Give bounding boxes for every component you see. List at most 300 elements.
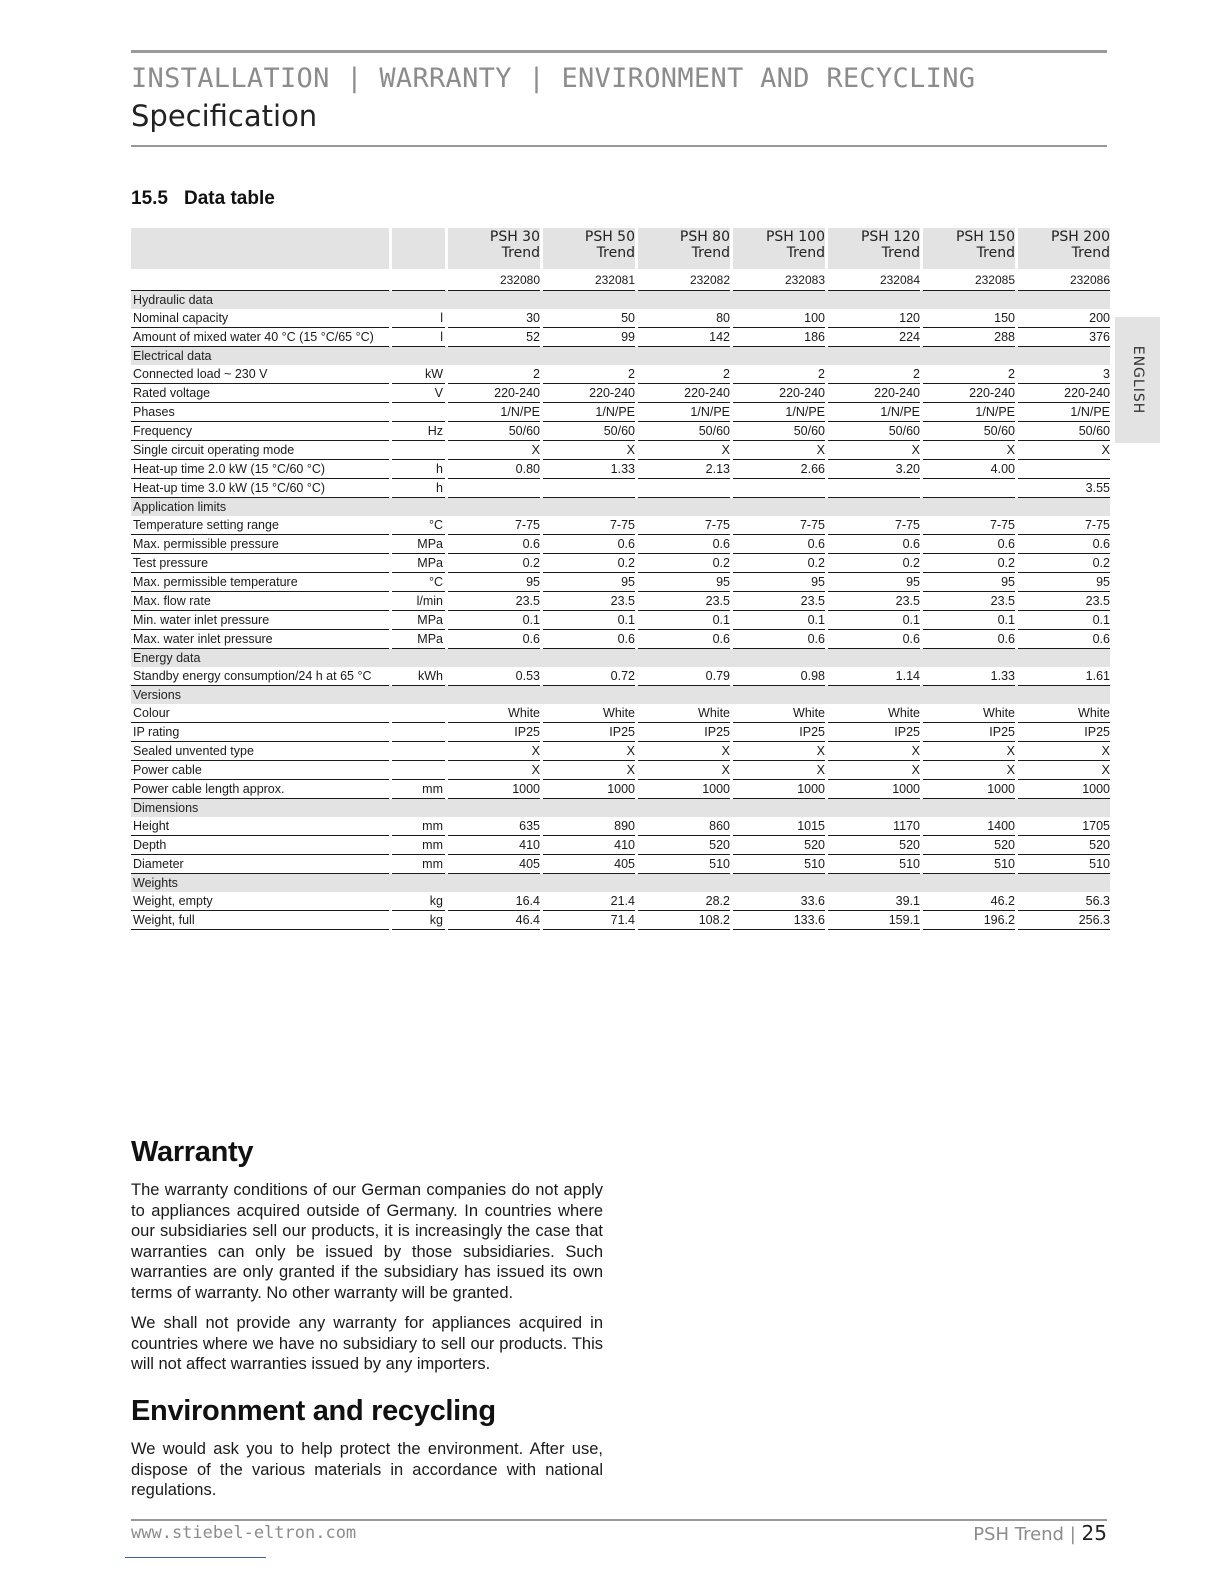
- model-variant: Trend: [691, 245, 730, 261]
- table-group-row: [131, 291, 1110, 309]
- table-cell: 1000: [828, 780, 920, 799]
- table-cell: 46.4: [448, 911, 540, 930]
- table-cell: 3.55: [1018, 479, 1110, 498]
- model-header: [733, 228, 825, 269]
- table-cell: 23.5: [638, 592, 730, 611]
- table-cell: 33.6: [733, 892, 825, 911]
- table-cell: 1000: [448, 780, 540, 799]
- table-cell: 150: [923, 309, 1015, 328]
- table-cell: 23.5: [448, 592, 540, 611]
- table-cell: White: [638, 704, 730, 723]
- model-variant: Trend: [786, 245, 825, 261]
- section-title: Data table: [184, 188, 275, 209]
- row-label: Max. flow rate: [131, 592, 389, 611]
- group-label: Weights: [131, 874, 389, 892]
- table-cell: X: [923, 761, 1015, 780]
- table-cell: 0.6: [638, 535, 730, 554]
- part-number: 232080: [448, 271, 540, 291]
- table-cell: 1400: [923, 817, 1015, 836]
- table-cell: 2: [733, 365, 825, 384]
- model-name: PSH 80: [679, 229, 730, 245]
- row-unit: mm: [392, 780, 445, 799]
- model-variant: Trend: [501, 245, 540, 261]
- model-header: [638, 228, 730, 269]
- model-name: PSH 30: [489, 229, 540, 245]
- table-cell: 510: [1018, 855, 1110, 874]
- row-unit: [392, 761, 445, 780]
- table-cell: 220-240: [638, 384, 730, 403]
- table-cell: 0.6: [828, 630, 920, 649]
- footer-url-link[interactable]: www.stiebel-eltron.com: [131, 1523, 357, 1543]
- table-cell: 4.00: [923, 460, 1015, 479]
- table-cell: 0.6: [733, 535, 825, 554]
- table-cell: 95: [543, 573, 635, 592]
- row-label: Diameter: [131, 855, 389, 874]
- table-cell: 510: [923, 855, 1015, 874]
- row-label: Max. water inlet pressure: [131, 630, 389, 649]
- table-cell: 71.4: [543, 911, 635, 930]
- table-cell: 1/N/PE: [828, 403, 920, 422]
- row-unit: l: [392, 328, 445, 347]
- table-cell: 2.66: [733, 460, 825, 479]
- row-label: Colour: [131, 704, 389, 723]
- table-cell: White: [1018, 704, 1110, 723]
- table-cell: 133.6: [733, 911, 825, 930]
- table-cell: 0.79: [638, 667, 730, 686]
- row-unit: kWh: [392, 667, 445, 686]
- table-cell: White: [543, 704, 635, 723]
- table-cell: 3: [1018, 365, 1110, 384]
- table-cell: 0.2: [448, 554, 540, 573]
- table-cell: X: [448, 441, 540, 460]
- model-header: [828, 228, 920, 269]
- table-cell: 0.6: [733, 630, 825, 649]
- table-cell: White: [448, 704, 540, 723]
- model-header: [923, 228, 1015, 269]
- group-label: Hydraulic data: [131, 291, 389, 309]
- table-cell: IP25: [733, 723, 825, 742]
- table-cell: 220-240: [543, 384, 635, 403]
- row-label: Power cable: [131, 761, 389, 780]
- group-fill: [389, 799, 1110, 817]
- language-tab: [1115, 317, 1160, 443]
- table-cell: 2: [448, 365, 540, 384]
- table-cell: 46.2: [923, 892, 1015, 911]
- table-cell: X: [828, 761, 920, 780]
- table-cell: 50/60: [828, 422, 920, 441]
- table-cell: 0.80: [448, 460, 540, 479]
- table-cell: 410: [543, 836, 635, 855]
- table-row: [131, 630, 1110, 649]
- footer-page-info: [973, 1521, 1107, 1545]
- table-row: [131, 911, 1110, 930]
- table-cell: 1000: [1018, 780, 1110, 799]
- row-unit: mm: [392, 817, 445, 836]
- table-cell: 0.6: [1018, 630, 1110, 649]
- group-label: Versions: [131, 686, 389, 704]
- table-cell: 410: [448, 836, 540, 855]
- table-cell: 0.2: [638, 554, 730, 573]
- table-cell: 100: [733, 309, 825, 328]
- header-top-rule: [131, 50, 1107, 53]
- table-cell: 520: [828, 836, 920, 855]
- table-cell: 0.6: [448, 630, 540, 649]
- table-cell: IP25: [923, 723, 1015, 742]
- table-row: [131, 836, 1110, 855]
- table-row-part-number: [131, 271, 1110, 291]
- table-cell: 50/60: [543, 422, 635, 441]
- table-cell: 860: [638, 817, 730, 836]
- table-cell: IP25: [638, 723, 730, 742]
- table-cell: 2: [543, 365, 635, 384]
- table-cell: 28.2: [638, 892, 730, 911]
- table-cell: 95: [828, 573, 920, 592]
- row-label: [131, 271, 389, 291]
- row-label: Single circuit operating mode: [131, 441, 389, 460]
- table-cell: 0.2: [828, 554, 920, 573]
- table-cell: 0.6: [448, 535, 540, 554]
- footer-separator: |: [1069, 1524, 1076, 1545]
- table-cell: 1/N/PE: [448, 403, 540, 422]
- table-row: [131, 328, 1110, 347]
- table-cell: 635: [448, 817, 540, 836]
- row-unit: kW: [392, 365, 445, 384]
- table-cell: 405: [448, 855, 540, 874]
- model-name: PSH 200: [1050, 229, 1110, 245]
- table-cell: 520: [1018, 836, 1110, 855]
- row-label: Nominal capacity: [131, 309, 389, 328]
- table-cell: X: [448, 761, 540, 780]
- table-cell: IP25: [828, 723, 920, 742]
- table-cell: 0.98: [733, 667, 825, 686]
- table-row: [131, 365, 1110, 384]
- table-cell: 220-240: [828, 384, 920, 403]
- row-label: Max. permissible temperature: [131, 573, 389, 592]
- table-cell: 99: [543, 328, 635, 347]
- row-unit: [392, 271, 445, 291]
- table-cell: 186: [733, 328, 825, 347]
- table-cell: White: [923, 704, 1015, 723]
- table-cell: 95: [638, 573, 730, 592]
- table-cell: 2: [923, 365, 1015, 384]
- table-cell: 1170: [828, 817, 920, 836]
- table-cell: 21.4: [543, 892, 635, 911]
- table-cell: 1705: [1018, 817, 1110, 836]
- table-cell: X: [828, 441, 920, 460]
- table-cell: 220-240: [448, 384, 540, 403]
- row-unit: [392, 403, 445, 422]
- row-label: Depth: [131, 836, 389, 855]
- table-cell: 1.14: [828, 667, 920, 686]
- table-cell: 95: [733, 573, 825, 592]
- warranty-paragraph-1: The warranty conditions of our German companies do not apply to appliances acquired outside of Germany. In countries where our subsidiaries sell our products, it is increasingly the case that warranties can only be issued by those subsidiaries. Such warranties are only granted if the subsidiary has issued its own terms of warranty. No other warranty will be granted.: [131, 1181, 603, 1302]
- table-cell: 39.1: [828, 892, 920, 911]
- model-variant: Trend: [976, 245, 1015, 261]
- table-cell: 23.5: [733, 592, 825, 611]
- table-cell: X: [733, 761, 825, 780]
- table-row: [131, 554, 1110, 573]
- table-cell: X: [543, 441, 635, 460]
- section-number: 15.5: [131, 188, 168, 209]
- table-cell: 0.6: [543, 535, 635, 554]
- table-row: [131, 535, 1110, 554]
- row-label: Frequency: [131, 422, 389, 441]
- table-cell: 159.1: [828, 911, 920, 930]
- table-cell: 0.1: [448, 611, 540, 630]
- row-unit: l: [392, 309, 445, 328]
- row-label: Phases: [131, 403, 389, 422]
- environment-paragraph: We would ask you to help protect the environment. After use, dispose of the various materials in accordance with national regulations.: [131, 1440, 603, 1499]
- table-cell: X: [543, 742, 635, 761]
- row-label: Weight, empty: [131, 892, 389, 911]
- page-title: Specification: [131, 99, 318, 133]
- table-cell: 1.33: [923, 667, 1015, 686]
- table-cell: 23.5: [543, 592, 635, 611]
- table-cell: 0.6: [923, 630, 1015, 649]
- row-label: Min. water inlet pressure: [131, 611, 389, 630]
- row-unit: kg: [392, 892, 445, 911]
- table-row: [131, 704, 1110, 723]
- table-row: [131, 309, 1110, 328]
- row-unit: MPa: [392, 535, 445, 554]
- link-underline: [125, 1557, 266, 1558]
- row-label: Rated voltage: [131, 384, 389, 403]
- group-label: Electrical data: [131, 347, 389, 365]
- table-cell: 220-240: [1018, 384, 1110, 403]
- group-label: Dimensions: [131, 799, 389, 817]
- row-unit: h: [392, 460, 445, 479]
- table-row: [131, 611, 1110, 630]
- row-label: Height: [131, 817, 389, 836]
- table-cell: 288: [923, 328, 1015, 347]
- table-row: [131, 742, 1110, 761]
- table-row: [131, 460, 1110, 479]
- row-unit: [392, 742, 445, 761]
- table-cell: X: [1018, 742, 1110, 761]
- table-cell: X: [638, 761, 730, 780]
- table-cell: 50/60: [448, 422, 540, 441]
- table-row: [131, 855, 1110, 874]
- row-unit: °C: [392, 516, 445, 535]
- model-variant: Trend: [1071, 245, 1110, 261]
- row-label: Max. permissible pressure: [131, 535, 389, 554]
- table-cell: 0.1: [1018, 611, 1110, 630]
- row-unit: Hz: [392, 422, 445, 441]
- part-number: 232086: [1018, 271, 1110, 291]
- row-unit: l/min: [392, 592, 445, 611]
- table-group-row: [131, 874, 1110, 892]
- table-cell: 56.3: [1018, 892, 1110, 911]
- table-cell: IP25: [543, 723, 635, 742]
- table-cell: 7-75: [543, 516, 635, 535]
- table-cell: 142: [638, 328, 730, 347]
- table-row: [131, 592, 1110, 611]
- group-label: Energy data: [131, 649, 389, 667]
- table-cell: X: [733, 742, 825, 761]
- table-cell: 520: [733, 836, 825, 855]
- table-cell: 0.1: [733, 611, 825, 630]
- part-number: 232083: [733, 271, 825, 291]
- table-cell: 510: [828, 855, 920, 874]
- table-cell: 1000: [923, 780, 1015, 799]
- part-number: 232085: [923, 271, 1015, 291]
- table-cell: 510: [733, 855, 825, 874]
- table-cell: X: [638, 441, 730, 460]
- table-cell: 23.5: [1018, 592, 1110, 611]
- row-label: Standby energy consumption/24 h at 65 °C: [131, 667, 389, 686]
- table-cell: 80: [638, 309, 730, 328]
- model-name: PSH 50: [584, 229, 635, 245]
- model-header: [543, 228, 635, 269]
- table-header-row: [131, 228, 1110, 269]
- table-cell: 0.1: [923, 611, 1015, 630]
- model-name: PSH 120: [860, 229, 920, 245]
- table-row: [131, 441, 1110, 460]
- part-number: 232084: [828, 271, 920, 291]
- row-unit: MPa: [392, 630, 445, 649]
- table-cell: 7-75: [923, 516, 1015, 535]
- table-cell: 0.6: [543, 630, 635, 649]
- table-cell: 50/60: [733, 422, 825, 441]
- table-cell: 220-240: [923, 384, 1015, 403]
- table-cell: 23.5: [923, 592, 1015, 611]
- table-cell: White: [828, 704, 920, 723]
- table-cell: X: [923, 441, 1015, 460]
- table-cell: 220-240: [733, 384, 825, 403]
- table-cell: X: [923, 742, 1015, 761]
- table-row: [131, 761, 1110, 780]
- footer-rule: [131, 1519, 1107, 1521]
- model-header: [448, 228, 540, 269]
- table-cell: 1015: [733, 817, 825, 836]
- table-cell: [828, 479, 920, 498]
- table-cell: 1.61: [1018, 667, 1110, 686]
- table-cell: 16.4: [448, 892, 540, 911]
- row-label: Temperature setting range: [131, 516, 389, 535]
- row-label: Sealed unvented type: [131, 742, 389, 761]
- row-unit: kg: [392, 911, 445, 930]
- table-row: [131, 384, 1110, 403]
- row-label: Power cable length approx.: [131, 780, 389, 799]
- row-label: Heat-up time 3.0 kW (15 °C/60 °C): [131, 479, 389, 498]
- table-cell: 7-75: [448, 516, 540, 535]
- table-cell: 0.6: [1018, 535, 1110, 554]
- table-cell: 95: [1018, 573, 1110, 592]
- table-row: [131, 892, 1110, 911]
- model-variant: Trend: [881, 245, 920, 261]
- table-cell: [543, 479, 635, 498]
- table-cell: X: [543, 761, 635, 780]
- table-row: [131, 479, 1110, 498]
- table-cell: 108.2: [638, 911, 730, 930]
- row-label: Heat-up time 2.0 kW (15 °C/60 °C): [131, 460, 389, 479]
- table-cell: 2: [638, 365, 730, 384]
- row-label: Connected load ~ 230 V: [131, 365, 389, 384]
- table-row: [131, 422, 1110, 441]
- table-row: [131, 780, 1110, 799]
- data-table: [131, 228, 1110, 930]
- table-cell: [733, 479, 825, 498]
- table-cell: 1000: [638, 780, 730, 799]
- table-cell: 1.33: [543, 460, 635, 479]
- warranty-heading: Warranty: [131, 1136, 254, 1168]
- table-cell: X: [733, 441, 825, 460]
- table-cell: 7-75: [733, 516, 825, 535]
- group-fill: [389, 498, 1110, 516]
- row-unit: [392, 704, 445, 723]
- table-cell: 1/N/PE: [638, 403, 730, 422]
- part-number: 232081: [543, 271, 635, 291]
- table-cell: X: [448, 742, 540, 761]
- table-cell: 520: [923, 836, 1015, 855]
- table-cell: 52: [448, 328, 540, 347]
- table-cell: 30: [448, 309, 540, 328]
- table-cell: [448, 479, 540, 498]
- table-cell: 0.72: [543, 667, 635, 686]
- footer-product: PSH Trend: [973, 1524, 1064, 1545]
- table-cell: [638, 479, 730, 498]
- row-label: Weight, full: [131, 911, 389, 930]
- row-unit: [392, 723, 445, 742]
- table-row: [131, 817, 1110, 836]
- table-row: [131, 723, 1110, 742]
- table-cell: 510: [638, 855, 730, 874]
- table-group-row: [131, 649, 1110, 667]
- part-number: 232082: [638, 271, 730, 291]
- table-cell: 1/N/PE: [543, 403, 635, 422]
- table-cell: 224: [828, 328, 920, 347]
- table-cell: 7-75: [828, 516, 920, 535]
- table-group-row: [131, 799, 1110, 817]
- group-fill: [389, 291, 1110, 309]
- header-unit-blank: [392, 228, 445, 269]
- header-breadcrumb: INSTALLATION | WARRANTY | ENVIRONMENT AND RECYCLING: [131, 63, 976, 94]
- row-unit: MPa: [392, 554, 445, 573]
- table-group-row: [131, 347, 1110, 365]
- table-cell: 200: [1018, 309, 1110, 328]
- table-cell: 376: [1018, 328, 1110, 347]
- table-cell: [1018, 460, 1110, 479]
- table-cell: 0.1: [543, 611, 635, 630]
- group-fill: [389, 347, 1110, 365]
- group-label: Application limits: [131, 498, 389, 516]
- row-unit: MPa: [392, 611, 445, 630]
- table-cell: 50/60: [1018, 422, 1110, 441]
- group-fill: [389, 874, 1110, 892]
- table-cell: IP25: [448, 723, 540, 742]
- row-unit: mm: [392, 836, 445, 855]
- table-cell: 0.2: [543, 554, 635, 573]
- table-cell: 890: [543, 817, 635, 836]
- row-label: IP rating: [131, 723, 389, 742]
- table-cell: 1/N/PE: [733, 403, 825, 422]
- header-blank: [131, 228, 389, 269]
- table-cell: 196.2: [923, 911, 1015, 930]
- table-group-row: [131, 686, 1110, 704]
- table-cell: White: [733, 704, 825, 723]
- table-cell: 50: [543, 309, 635, 328]
- table-row: [131, 573, 1110, 592]
- table-cell: 120: [828, 309, 920, 328]
- row-label: Test pressure: [131, 554, 389, 573]
- table-cell: 3.20: [828, 460, 920, 479]
- table-cell: 520: [638, 836, 730, 855]
- row-unit: [392, 441, 445, 460]
- table-cell: 0.1: [638, 611, 730, 630]
- model-variant: Trend: [596, 245, 635, 261]
- table-cell: 7-75: [1018, 516, 1110, 535]
- warranty-paragraph-2: We shall not provide any warranty for appliances acquired in countries where we have no subsidiary to sell our products. This will not affect warranties issued by any importers.: [131, 1314, 603, 1373]
